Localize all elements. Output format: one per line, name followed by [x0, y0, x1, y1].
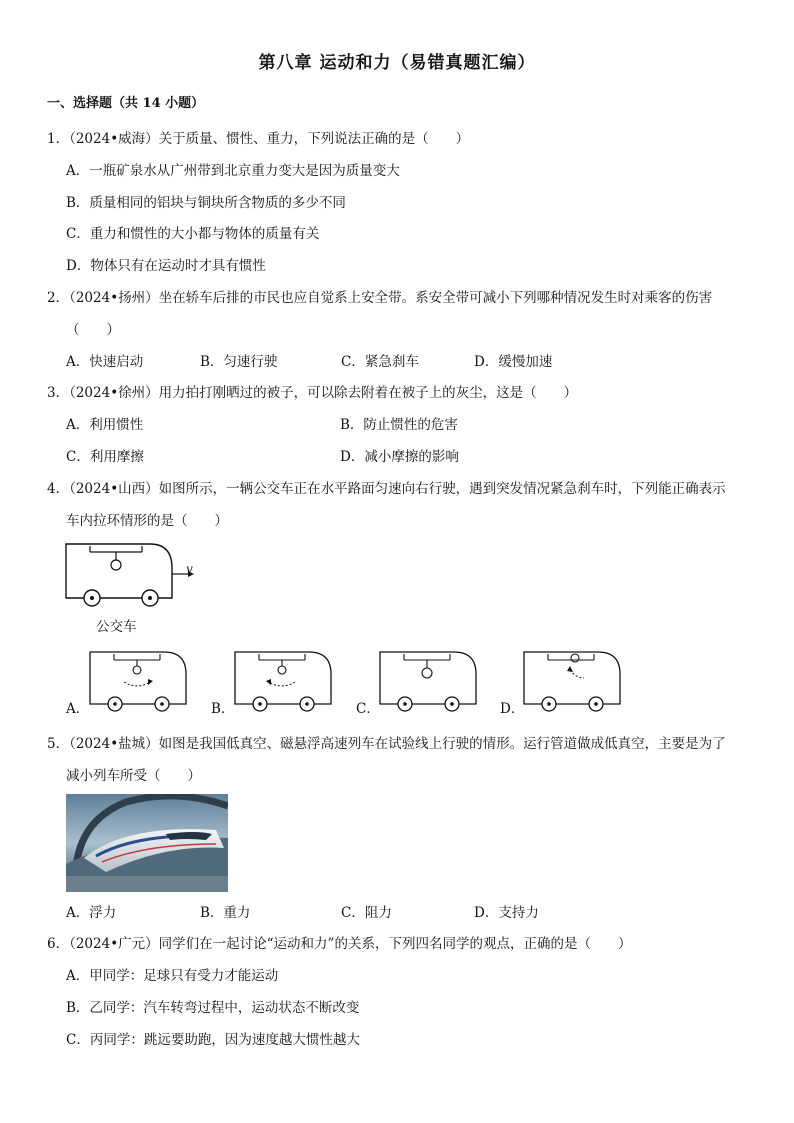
question-6-stem: 6．（2024•广元）同学们在一起讨论“运动和力”的关系，下列四名同学的观点，正确的是（ ）	[47, 936, 632, 952]
question-5-stem: 5．（2024•盐城）如图是我国低真空、磁悬浮高速列车在试验线上行驶的情形。运行管道做成低真空，主要是为了	[47, 736, 726, 752]
bus-diagram	[62, 540, 202, 612]
question-2-stem-continued: （ ）	[66, 322, 120, 338]
question-4-option-b[interactable]: B．	[211, 701, 235, 717]
question-3-option-b[interactable]: B．防止惯性的危害	[340, 417, 458, 433]
question-4-option-d[interactable]: D．	[500, 701, 525, 717]
maglev-train-photo	[66, 794, 228, 892]
question-3-option-c[interactable]: C．利用摩擦	[66, 449, 144, 465]
question-5-option-b[interactable]: B．重力	[200, 905, 251, 921]
question-2-option-d[interactable]: D．缓慢加速	[474, 354, 553, 370]
page-title: 第八章 运动和力（易错真题汇编）	[258, 53, 536, 73]
question-3-stem: 3．（2024•徐州）用力拍打刚晒过的被子，可以除去附着在被子上的灰尘，这是（ ）	[47, 385, 578, 401]
question-6-option-a[interactable]: A．甲同学：足球只有受力才能运动	[66, 968, 279, 984]
bus-caption: 公交车	[96, 619, 137, 635]
question-2-option-c[interactable]: C．紧急刹车	[341, 354, 419, 370]
question-4-stem: 4．（2024•山西）如图所示，一辆公交车正在水平路面匀速向右行驶，遇到突发情况紧急刹车时，下列能正确表示	[47, 481, 726, 497]
question-2-option-a[interactable]: A．快速启动	[66, 354, 144, 370]
question-1-option-a[interactable]: A．一瓶矿泉水从广州带到北京重力变大是因为质量变大	[66, 163, 400, 179]
question-4-stem-continued: 车内拉环情形的是（ ）	[66, 513, 228, 529]
section-heading: 一、选择题（共 14 小题）	[47, 96, 205, 111]
question-2-option-b[interactable]: B．匀速行驶	[200, 354, 278, 370]
option-a-bus-diagram[interactable]	[88, 650, 192, 716]
question-5-stem-continued: 减小列车所受（ ）	[66, 768, 201, 784]
question-1-option-b[interactable]: B．质量相同的铝块与铜块所含物质的多少不同	[66, 195, 346, 211]
question-4-option-a[interactable]: A．	[66, 701, 90, 717]
velocity-label: v	[186, 562, 193, 576]
option-d-bus-diagram[interactable]	[522, 650, 626, 716]
hand-ring-icon	[111, 560, 121, 570]
question-1-option-c[interactable]: C．重力和惯性的大小都与物体的质量有关	[66, 226, 320, 242]
question-5-option-c[interactable]: C．阻力	[341, 905, 392, 921]
question-5-option-d[interactable]: D．支持力	[474, 905, 539, 921]
question-5-option-a[interactable]: A．浮力	[66, 905, 117, 921]
question-2-stem: 2．（2024•扬州）坐在轿车后排的市民也应自觉系上安全带。系安全带可减小下列哪种情况发生时对乘客的伤害	[47, 290, 713, 306]
question-6-option-b[interactable]: B．乙同学：汽车转弯过程中，运动状态不断改变	[66, 1000, 360, 1016]
question-6-option-c[interactable]: C．丙同学：跳远要助跑，因为速度越大惯性越大	[66, 1032, 360, 1048]
question-3-option-d[interactable]: D．减小摩擦的影响	[340, 449, 459, 465]
option-c-bus-diagram[interactable]	[378, 650, 482, 716]
question-1-option-d[interactable]: D．物体只有在运动时才具有惯性	[66, 258, 266, 274]
option-b-bus-diagram[interactable]	[233, 650, 337, 716]
question-3-option-a[interactable]: A．利用惯性	[66, 417, 144, 433]
question-1-stem: 1．（2024•威海）关于质量、惯性、重力，下列说法正确的是（ ）	[47, 131, 470, 147]
question-4-option-c[interactable]: C．	[356, 701, 380, 717]
